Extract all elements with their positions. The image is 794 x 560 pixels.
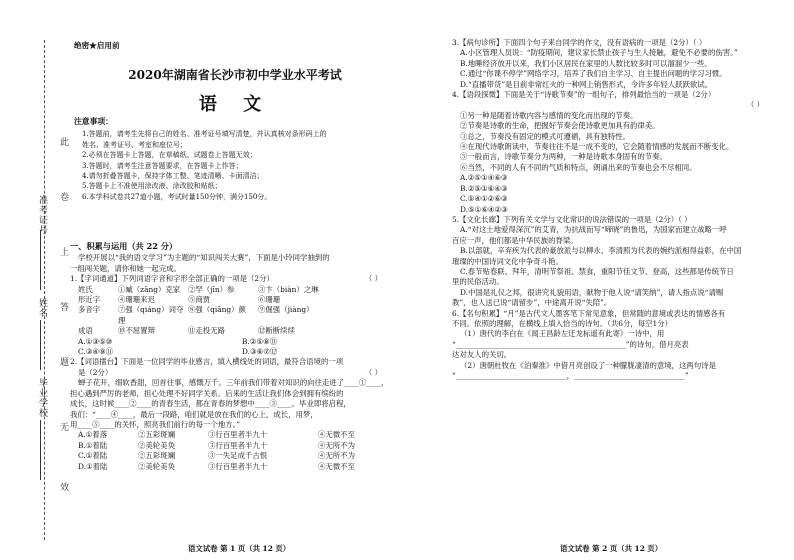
name-line [40,320,41,370]
q1-row [70,326,400,336]
option-item: ②美轮美奂 [138,440,175,450]
school-line [40,420,41,480]
question-stem: 1.【字词通道】下列词语字音和字形全部正确的一项是（2分） [70,274,274,284]
row-item: ④珊珊来迟 [118,295,155,305]
question-6 [452,309,782,382]
exam-number-line [40,230,41,290]
row-item: ⑧强（qiǎng）颜 [188,305,246,315]
answer-paren: （ ） [364,274,382,284]
option-item: ④无所不为 [318,440,355,450]
instruction-line: 3.答题时，请考生注意答题要求，在答题卡上作答； [82,161,243,170]
exam-instructions [74,117,400,202]
question-1 [70,274,400,357]
item-line: （1）唐代的李白在《闻王昌龄左迁龙标遥有此寄》一诗中，用 [460,329,665,339]
option-item: ②五彩斑斓 [138,430,175,440]
q1-row [70,295,400,305]
sentence: ①另一种是随着诗歌内容与感情的变化而出现的节奏。 [460,110,638,120]
instruction-line: 1.答题前，请考生先将自己的姓名、准考证号填写清楚，并认真核对条形码上的 [82,130,327,139]
instruction-line: 6.本学科试卷共27道小题，考试时量150分钟，满分150分。 [82,192,272,201]
row-item: ⑫断断续续 [258,326,295,336]
option-item: ④无微不至 [318,430,355,440]
option-item: ③行百里者半九十 [208,430,268,440]
answer-paren: （ ） [746,100,764,110]
q2-option-row [70,462,400,472]
seal-word: 答 [60,303,70,313]
row-label: 成语 [78,326,93,336]
instruction-line: 2.必须在答题卡上答题，在草稿纸、试题卷上答题无效； [82,151,257,160]
option-line: 教”，也人送已说“请留步”，中途离开说“失陪”。 [452,298,612,308]
option-item: ④无所不为 [318,451,355,461]
page2-footer: 语文试卷 第 2 页（共 12 页） [560,544,663,553]
question-stem: 2.【词语擂台】下面是一位同学的毕业感言，填入横线处的词语，最符合语境的一项 [70,357,344,367]
passage-line: 担心遇到严厉的老师，担心处理不好同学关系。后来的生活让我们体会到拥有缤纷的 [70,388,344,398]
option-b: B.②⑤①⑥④③ [460,183,508,193]
question-2 [70,357,400,471]
row-item: ⑦强（qiáng）词夺理 [118,305,184,325]
exam-number-label: 准考证号 [37,195,47,235]
q2-option-row [70,441,400,451]
row-item: ⑪走投无路 [188,326,225,336]
option-line: B.以部就，辛弃疾为代表的豪放派与以柳永、李清照为代表的婉约派相得益彰，在中国 [460,246,742,256]
option-c: C.⑤④①②⑥③ [460,194,508,204]
sentence: ⑥当然，不同的人有不同的气质和特点，朗诵出来的节奏也会不尽相同。 [460,162,697,172]
option-item: ③行百里者半九十 [208,461,268,471]
passage-line: 成长，这时候____②____的青春生活，都在青春的梦想中____③____。毕业即将启程， [70,399,351,409]
option-item: B.①着陆 [78,440,108,450]
q2-option-row [70,430,400,440]
option-item: ③一失足成千古恨 [208,451,268,461]
passage-line: 用____⑤____的关怀，照亮我们前行的每一个地方。” [70,419,241,429]
question-4 [452,90,782,215]
page1-footer: 语文试卷 第 1 页（共 12 页） [188,544,291,553]
option-a: A.小区管理人员说：“防疫期间，建议家长禁止孩子与生人接触，避免不必要的伤害。” [460,48,738,58]
question-stem: 5.【文化长廊】下列有关文学与文化常识的说法错误的一项是（2分）（ ） [452,214,692,224]
option-d: D.“直播带货”是目前非常红火的一种网上销售形式，令许多年轻人跃跃欲试。 [460,79,713,89]
question-stem-cont: 不同。依照的理解，在横线上填入恰当的诗句。（共6分，每空1分） [452,318,673,328]
sentence: ④在现代诗歌朗读中，节奏往往不是一成不变的，它会随着情感的发展而不断变化。 [460,142,734,152]
row-item: ⑩不屈置辩 [118,326,155,336]
question-stem: 4.【语段探微】下面是关于“诗歌节奏”的一组句子，排列最恰当的一项是（2分） [452,90,716,100]
page1-questions [70,239,400,472]
option-d: D.⑤①⑥④②③ [460,204,508,214]
instructions-heading: 注意事项： [74,117,113,126]
exam-title: 2020年湖南省长沙市初中学业水平考试 [128,68,342,82]
option-line: 璀璨的中国诗词文化中争奇斗艳。 [452,256,563,266]
row-item: ①臧（zāng）克家 [118,284,181,294]
row-item: ⑨倔强（jiàng） [258,305,314,315]
q1-options [70,337,400,358]
page2-questions [452,38,782,381]
sentence: ③总之，节奏没有固定的模式可遵循，具有独特性。 [460,131,630,141]
option-line: D.中国是礼仪之邦，很讲究礼貌用语，献物于他人说“请笑纳”，请人指点说“请赐 [460,287,724,297]
option-item: C.①着陆 [78,451,108,461]
instruction-line: 4.请勿折叠答题卡，保持字体工整、笔迹清晰、卡面清洁； [82,172,264,181]
seal-word: 卷 [60,193,70,203]
subject-title: 语 文 [198,94,272,115]
option-line: 百应一声，他们都是中华民族的脊梁。 [452,235,578,245]
option-a: A.②⑤①④⑥③ [460,173,508,183]
option-item: ②五彩斑斓 [138,451,175,461]
seal-word: 效 [60,483,70,493]
option-c: C.通过“你课不停学”网络学习，培养了我们自主学习、自主提出问题的学习习惯。 [460,69,727,79]
section-heading: 一、积累与运用（共 22 分） [70,241,178,251]
option-item: D.①着陆 [78,461,108,471]
row-label: 姓氏 [78,284,93,294]
q2-option-row [70,451,400,461]
option-a: A.①③⑤⑩ [78,336,113,346]
intro-line: 学校开展以“我的语文学习”为主题的“知识闯关大赛”，下面是小玲同学抽到的 [78,253,330,263]
passage-line: 蝉子花开，细软香甜，回首往事，感慨万千。三年前我们带着对知识的向往走进了____①____， [78,378,389,388]
option-item: A.①着落 [78,430,108,440]
item-line: “______________________________________________”的诗句，借月亮表 [452,339,689,349]
seal-word: 上 [60,248,70,258]
question-stem-cont: 是（2分） [78,367,113,377]
sentence: ②节奏是诗歌的生命，把握好节奏会使诗歌更加具有韵律美。 [460,121,660,131]
question-3 [452,38,782,90]
sentence: ⑤一般而言，诗歌节奏分为两种，一种是诗歌本身固有的节奏。 [460,152,667,162]
q1-row [70,285,400,295]
instruction-line: 姓名、准考证号、考室和座位号； [82,140,187,149]
question-stem: 6.【名句积累】“月”是古代文人墨客笔下常见意象，但常随的意境或表达的情感各有 [452,308,726,318]
row-label: 多音字 [78,305,101,315]
item-line: “______________________________，______________________________” [452,371,689,380]
item-line: （2）唐朝杜牧在《泊秦淮》中借月亮创设了一种朦胧凄清的意境，这两句诗是 [460,360,716,370]
row-label: 形近字 [78,295,101,305]
intro-line: 一组闯关题，请你和她一起完成。 [70,263,181,273]
seal-dashed-line [44,40,45,540]
option-c: C.③④⑨⑪ [78,347,114,357]
question-stem: 3.【病句诊所】下面四个句子来自同学的作文，没有语病的一项是（2分）（ ） [452,38,707,47]
row-item: ③卞（biàn）之琳 [258,284,319,294]
option-line: A.“对这土地爱得深沉”的艾青，为抗战而写“啼晓”的鲁迅，为国家而建立战略一呼 [460,225,727,235]
answer-paren: （ ） [364,367,382,377]
option-b: B.②⑤⑧⑪ [242,336,278,346]
question-5 [452,215,782,309]
option-item: ②美轮美奂 [138,461,175,471]
row-item: ⑥珊珊 [258,295,281,305]
option-item: ④无微不至 [318,461,355,471]
option-line: 里的民俗活动。 [452,277,504,287]
passage-line: 我们：“____④____，最后一段路，咱们就是放在我们的心上，成长，用梦， [70,409,318,419]
option-line: C.春节贴春联、拜年，清明节祭祖、禁食，重阳节佳文节、登高，这些都是传统节日 [460,266,734,276]
seal-word: 无 [60,423,70,433]
item-line: 达对友人的关切。 [452,350,512,360]
option-d: D.③⑥⑦⑫ [242,347,278,357]
name-label: 姓名 [37,298,47,318]
row-item: ⑤商贾 [188,295,211,305]
seal-word: 题 [60,358,70,368]
school-label: 毕业学校 [37,378,47,418]
seal-word: 此 [60,138,70,148]
row-item: ②罕（jīn）参 [188,284,235,294]
q1-row [70,305,400,326]
instruction-line: 5.答题卡上不准使用涂改液、涂改胶和贴纸； [82,182,222,191]
option-b: B.地睡经济放开以来，我们小区居民在家里的人数比较多时可以溜溜少一些。 [460,58,712,68]
confidential-mark: 绝密★启用前 [74,41,120,50]
option-item: ③行百里者半九十 [208,440,268,450]
